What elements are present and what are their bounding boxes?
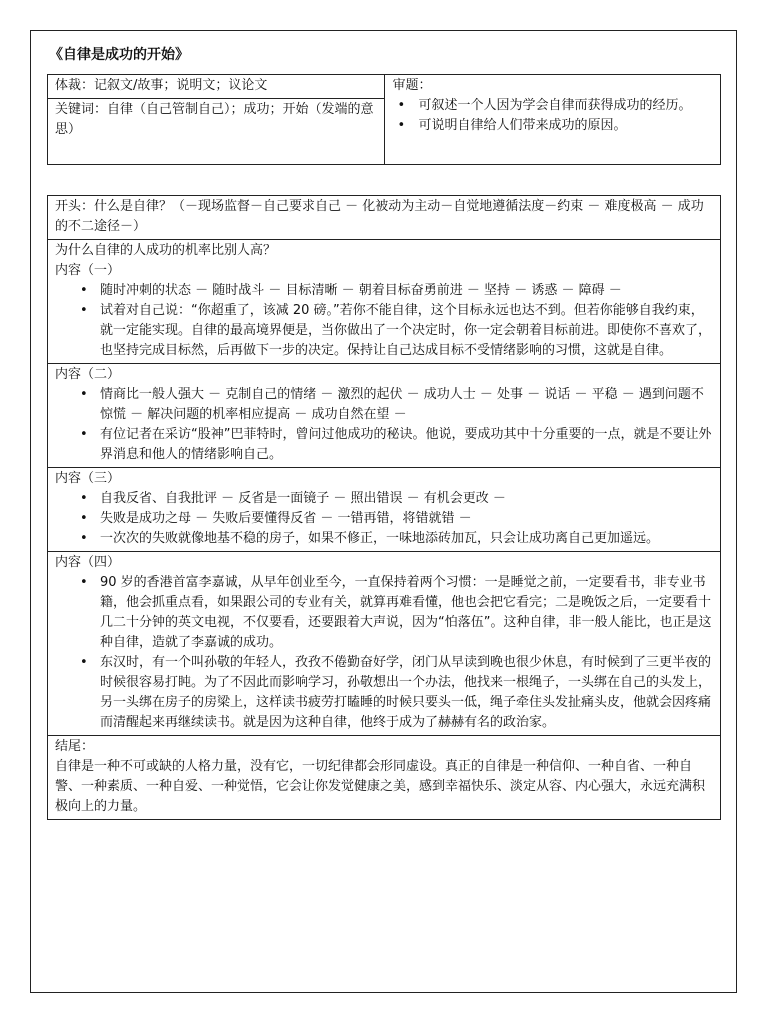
bullet-item: • 情商比一般人强大 － 克制自己的情绪 － 激烈的起伏 － 成功人士 － 处事 － 说话 － 平稳 － 遇到问题不惊慌 － 解决问题的机率相应提高 － 成功自然在望 － <box>100 385 713 425</box>
section-cell <box>48 552 721 736</box>
section-label: 内容（三） <box>55 471 121 486</box>
section-label: 内容（二） <box>55 367 121 382</box>
keywords-cell: 关键词：自律（自己管制自己）；成功；开始（发端的意思） <box>48 99 385 165</box>
bullet-list <box>55 573 713 733</box>
info-table <box>47 74 721 165</box>
section-label: 内容（四） <box>55 555 121 570</box>
genre-cell: 体裁：记叙文/故事；说明文；议论文 <box>48 75 385 99</box>
section-cell <box>48 468 721 552</box>
bullet-item: • 90 岁的香港首富李嘉诚，从早年创业至今，一直保持着两个习惯：一是睡觉之前，一定要看书，非专业书籍，他会抓重点看，如果跟公司的专业有关，就算再难看懂，他也会把它看完；二是晚饭之后，一定要看十几二十分钟的英文电视，不仅要看，还要跟着大声说，因为“怕落伍”。这种自律，非一般人能比，也正是这种自律，造就了李嘉诚的成功。 <box>100 573 713 653</box>
bullet-item: • 东汉时，有一个叫孙敬的年轻人，孜孜不倦勤奋好学，闭门从早读到晚也很少休息，有时候到了三更半夜的时候很容易打盹。为了不因此而影响学习，孙敬想出一个办法，他找来一根绳子，一头绑在自己的头发上，另一头绑在房子的房梁上，这样读书疲劳打瞌睡的时候只要头一低，绳子牵住头发扯痛头皮，他就会因疼痛而清醒起来再继续读书。就是因为这种自律，他终于成为了赫赫有名的政治家。 <box>100 653 713 733</box>
bullet-list <box>55 489 713 549</box>
bullet-item: • 失败是成功之母 － 失败后要懂得反省 － 一错再错，将错就错 － <box>100 509 713 529</box>
task-list <box>392 96 713 136</box>
bullet-item: • 有位记者在采访“股神”巴菲特时，曾问过他成功的秘诀。他说，要成功其中十分重要的一点，就是不要让外界消息和他人的情绪影响自己。 <box>100 425 713 465</box>
section-label: 内容（一） <box>55 263 121 278</box>
opening-cell: 开头：什么是自律？（－现场监督－自己要求自己 － 化被动为主动－自觉地遵循法度－约束 － 难度极高 － 成功的不二途径－） <box>48 196 721 240</box>
task-cell <box>385 75 721 165</box>
section-cell <box>48 240 721 364</box>
bullet-item: • 一次次的失败就像地基不稳的房子，如果不修正，一味地添砖加瓦，只会让成功离自己更加遥远。 <box>100 529 713 549</box>
section-cell <box>48 364 721 468</box>
bullet-list <box>55 281 713 361</box>
bullet-item: • 随时冲刺的状态 － 随时战斗 － 目标清晰 － 朝着目标奋勇前进 － 坚持 － 诱惑 － 障碍 － <box>100 281 713 301</box>
outline-table <box>47 195 721 820</box>
ending-label: 结尾： <box>55 739 95 754</box>
document-title: 《自律是成功的开始》 <box>49 47 189 63</box>
task-label: 审题： <box>392 78 432 93</box>
bullet-list <box>55 385 713 465</box>
bullet-item: • 试着对自己说：“你超重了，该减 20 磅。”若你不能自律，这个目标永远也达不到。但若你能够自我约束，就一定能实现。自律的最高境界便是，当你做出了一个决定时，你一定会朝着目标前进。即使你不喜欢了，也坚持完成目标然，后再做下一步的决定。保持让自己达成目标不受情绪影响的习惯，这就是自律。 <box>100 301 713 361</box>
ending-cell <box>48 736 721 820</box>
question-text: 为什么自律的人成功的机率比别人高？ <box>55 243 277 258</box>
task-item: • 可说明自律给人们带来成功的原因。 <box>418 116 713 136</box>
task-item: • 可叙述一个人因为学会自律而获得成功的经历。 <box>418 96 713 116</box>
ending-text: 自律是一种不可或缺的人格力量，没有它，一切纪律都会形同虚设。真正的自律是一种信仰、一种自省、一种自警、一种素质、一种自爱、一种觉悟，它会让你发觉健康之美，感到幸福快乐、淡定从容、内心强大，永远充满积极向上的力量。 <box>55 759 706 814</box>
bullet-item: • 自我反省、自我批评 － 反省是一面镜子 － 照出错误 － 有机会更改 － <box>100 489 713 509</box>
